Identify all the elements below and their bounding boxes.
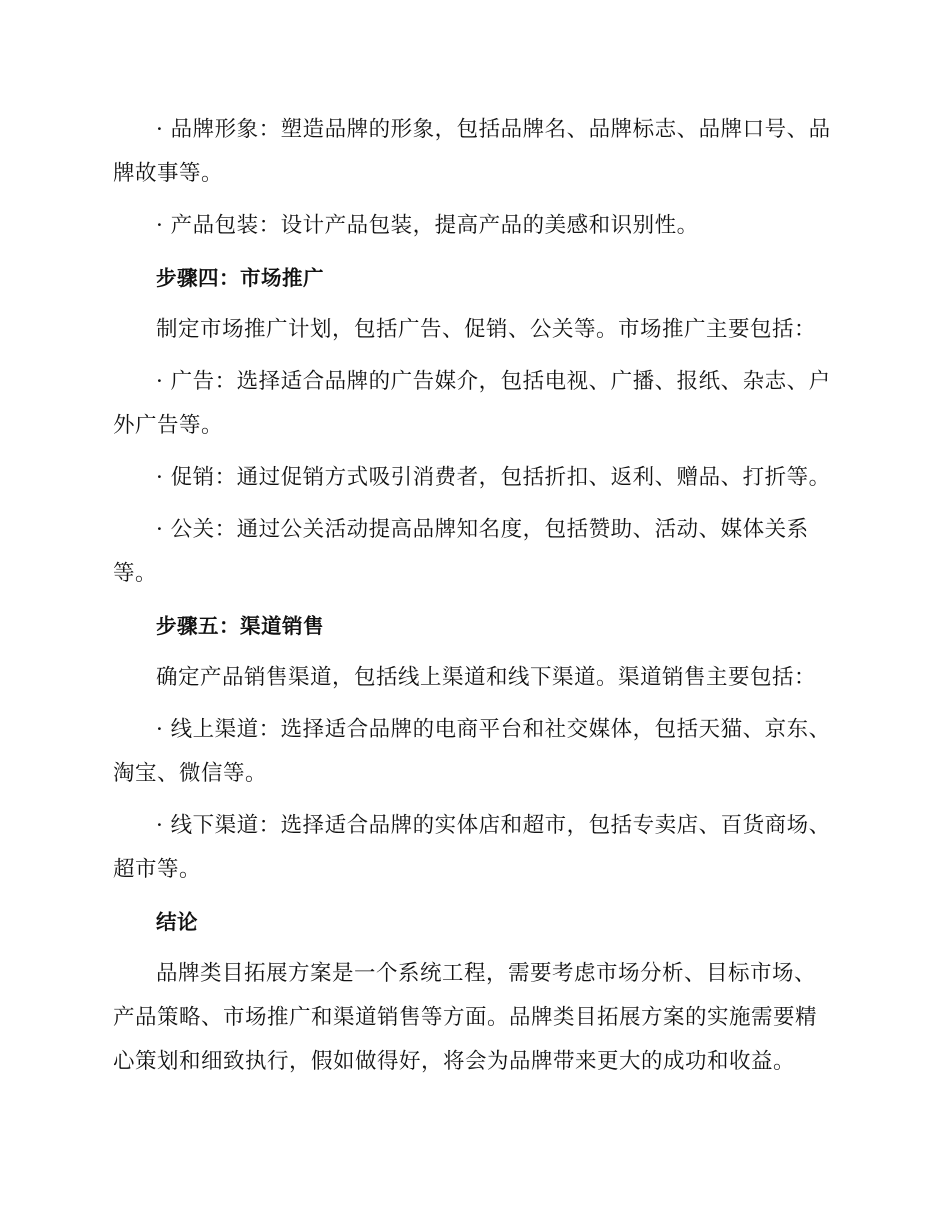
heading-conclusion: 结论: [156, 910, 198, 934]
bullet-brand-image: · 品牌形象：塑造品牌的形象，包括品牌名、品牌标志、品牌口号、品牌故事等。: [113, 117, 831, 186]
bullet-offline-channels: · 线下渠道：选择适合品牌的实体店和超市，包括专卖店、百货商场、超市等。: [113, 813, 831, 882]
paragraph-channel-sales: 确定产品销售渠道，包括线上渠道和线下渠道。渠道销售主要包括：: [156, 665, 817, 690]
paragraph-conclusion: 品牌类目拓展方案是一个系统工程，需要考虑市场分析、目标市场、产品策略、市场推广和渠道销售等方面。品牌类目拓展方案的实施需要精心策划和细致执行，假如做得好，将会为品牌带来更大的成功和收益。: [113, 961, 818, 1074]
paragraph-market-promotion: 制定市场推广计划，包括广告、促销、公关等。市场推广主要包括：: [156, 317, 817, 342]
bullet-promotion: · 促销：通过促销方式吸引消费者，包括折扣、返利、赠品、打折等。: [156, 465, 831, 490]
bullet-product-packaging: · 产品包装：设计产品包装，提高产品的美感和识别性。: [156, 213, 699, 238]
heading-step-four: 步骤四：市场推广: [156, 266, 324, 290]
document-body: [113, 108, 833, 1092]
bullet-advertising: · 广告：选择适合品牌的广告媒介，包括电视、广播、报纸、杂志、户外广告等。: [113, 369, 831, 438]
bullet-online-channels: · 线上渠道：选择适合品牌的电商平台和社交媒体，包括天猫、京东、淘宝、微信等。: [113, 717, 831, 786]
bullet-public-relations: · 公关：通过公关活动提高品牌知名度，包括赞助、活动、媒体关系等。: [113, 517, 809, 586]
heading-step-five: 步骤五：渠道销售: [156, 614, 324, 638]
